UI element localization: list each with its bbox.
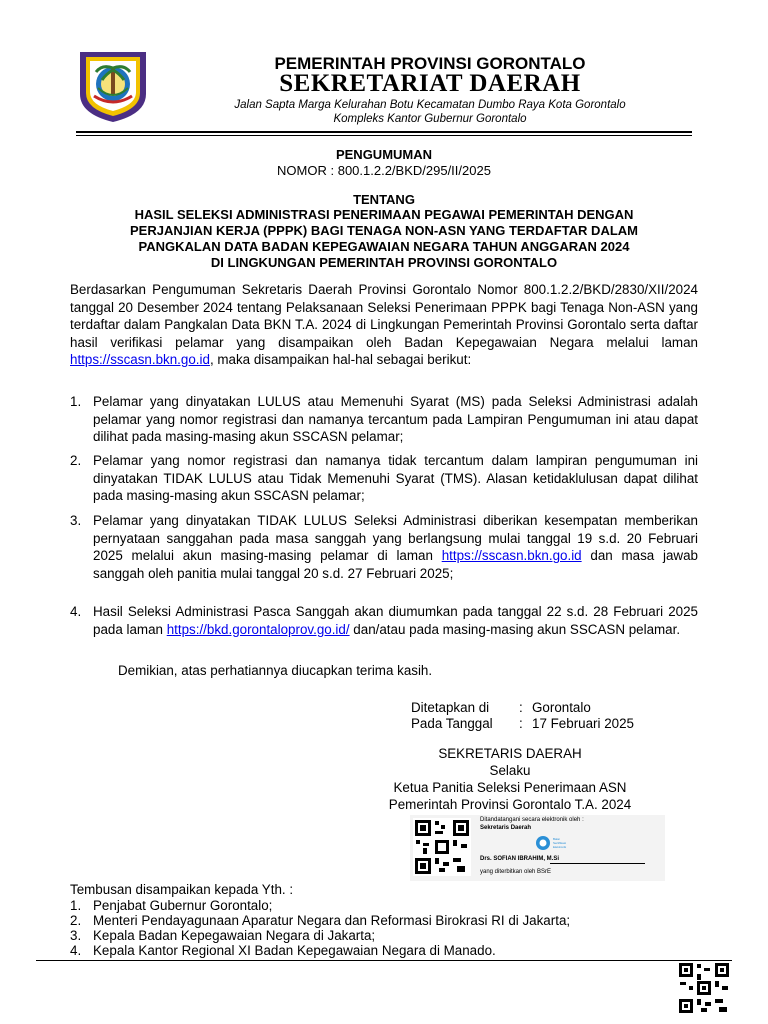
- title-line: HASIL SELEKSI ADMINISTRASI PENERIMAAN PEGAWAI PEMERINTAH DENGAN: [134, 207, 634, 222]
- esign-caption: Ditandatangani secara elektronik oleh :: [480, 817, 584, 823]
- org-name: PEMERINTAH PROVINSI GORONTALO: [274, 54, 586, 73]
- esign-name: Drs. SOFIAN IBRAHIM, M.Si: [480, 856, 560, 862]
- date-label: Pada Tanggal: [411, 716, 493, 731]
- cc-item: Menteri Pendayagunaan Aparatur Negara dan Reformasi Birokrasi RI di Jakarta;: [93, 913, 571, 928]
- address-line-2: Kompleks Kantor Gubernur Gorontalo: [333, 113, 527, 125]
- item-number: 2.: [70, 453, 82, 468]
- item-number: 1.: [70, 394, 82, 409]
- cc-item: Penjabat Gubernur Gorontalo;: [93, 898, 273, 913]
- address-line-1: Jalan Sapta Marga Kelurahan Botu Kecamatan Dumbo Raya Kota Gorontalo: [234, 99, 626, 111]
- title-line: PERJANJIAN KERJA (PPPK) BAGI TENAGA NON-ASN YANG TERDAFTAR DALAM: [130, 223, 638, 238]
- cc-item: Kepala Kantor Regional XI Badan Kepegawaian Negara di Manado.: [93, 943, 496, 958]
- gorontalo-crest-icon: [76, 48, 150, 124]
- cc-title: Tembusan disampaikan kepada Yth. :: [70, 882, 294, 897]
- item-number: 3.: [70, 513, 82, 528]
- electronic-signature: [410, 815, 665, 881]
- sscasn-link[interactable]: https://sscasn.bkn.go.id: [70, 352, 210, 367]
- esign-role: Sekretaris Daerah: [480, 825, 532, 831]
- qr-code-icon: [413, 818, 471, 876]
- header-rule-thin: [76, 135, 692, 136]
- place-label: Ditetapkan di: [411, 700, 490, 715]
- cc-number: 4.: [70, 943, 82, 958]
- title-line: PANGKALAN DATA BADAN KEPEGAWAIAN NEGARA TAHUN ANGGARAN 2024: [138, 239, 630, 254]
- list-item: Pelamar yang nomor registrasi dan namanya tidak tercantum dalam lampiran pengumuman ini dinyatakan TIDAK LULUS atau Tidak Memenuhi Syarat (TMS). Alasan ketidaklulusan dapat dilihat pada masing-masing akun SSCASN pelamar;: [93, 453, 698, 503]
- address: [180, 98, 680, 126]
- esign-line: [550, 863, 645, 864]
- signer-role: SEKRETARIS DAERAH Selaku Ketua Panitia Seleksi Penerimaan ASN Pemerintah Provinsi Gorontalo T.A. 2024: [388, 746, 632, 812]
- colon: :: [519, 700, 523, 715]
- announcement-label: PENGUMUMAN: [335, 147, 433, 162]
- closing-text: Demikian, atas perhatiannya diucapkan terima kasih.: [118, 663, 433, 678]
- list-item: Pelamar yang dinyatakan TIDAK LULUS Seleksi Administrasi diberikan kesempatan memberikan pernyataan sanggahan pada masa sanggah yang berlangsung mulai tanggal 19 s.d. 20 Februari 2025 melalui akun masing-masing pelamar di laman https://sscasn.bkn.go.id dan masa jawab sanggah oleh panitia mulai tanggal 20 s.d. 27 Februari 2025;: [93, 513, 698, 581]
- announcement-number: NOMOR : 800.1.2.2/BKD/295/II/2025: [277, 163, 491, 178]
- announcement-title: [70, 207, 698, 271]
- sscasn-link[interactable]: https://sscasn.bkn.go.id: [441, 548, 582, 563]
- bsre-logo-icon: [535, 835, 551, 851]
- footer-rule: [36, 960, 732, 961]
- bsre-label: Balai Sertifikasi Elektronik: [553, 837, 567, 849]
- bkd-link[interactable]: https://bkd.gorontaloprov.go.id/: [166, 621, 350, 637]
- item-number: 4.: [70, 604, 82, 619]
- header-rule-thick: [76, 131, 692, 133]
- cc-number: 1.: [70, 898, 82, 913]
- list-item: Pelamar yang dinyatakan LULUS atau Memenuhi Syarat (MS) pada Seleksi Administrasi adalah pelamar yang nomor registrasi dan namanya tercantum pada Lampiran Pengumuman ini atau dapat dilihat pada masing-masing akun SSCASN pelamar;: [93, 394, 698, 444]
- footer-qr-code-icon: [678, 962, 730, 1014]
- intro-paragraph: Berdasarkan Pengumuman Sekretaris Daerah Provinsi Gorontalo Nomor 800.1.2.2/BKD/2830/XII/2024 tanggal 20 Desember 2024 tentang Pelaksanaan Seleksi Penerimaan PPPK bagi Tenaga Non-ASN yang terdaftar dalam Pangkalan Data BKN T.A. 2024 di Lingkungan Pemerintah Provinsi Gorontalo serta daftar hasil verifikasi pelamar yang disampaikan oleh Badan Kepegawaian Negara melalui laman https://sscasn.bkn.go.id, maka disampaikan hal-hal sebagai berikut:: [70, 282, 698, 367]
- date-value: 17 Februari 2025: [532, 716, 634, 731]
- place-value: Gorontalo: [532, 700, 591, 715]
- esign-cert: yang diterbitkan oleh BSrE: [480, 869, 552, 875]
- cc-number: 2.: [70, 913, 82, 928]
- cc-item: Kepala Badan Kepegawaian Negara di Jakarta;: [93, 928, 376, 943]
- list-item: Hasil Seleksi Administrasi Pasca Sanggah akan diumumkan pada tanggal 22 s.d. 28 Februari 2025 pada laman https://bkd.gorontaloprov.go.id/ dan/atau pada masing-masing akun SSCASN pelamar.: [93, 604, 698, 637]
- title-line: DI LINGKUNGAN PEMERINTAH PROVINSI GORONTALO: [210, 255, 558, 270]
- announcement-about: TENTANG: [353, 192, 415, 207]
- dept-name: SEKRETARIAT DAERAH: [279, 70, 581, 97]
- colon: :: [519, 716, 523, 731]
- cc-number: 3.: [70, 928, 82, 943]
